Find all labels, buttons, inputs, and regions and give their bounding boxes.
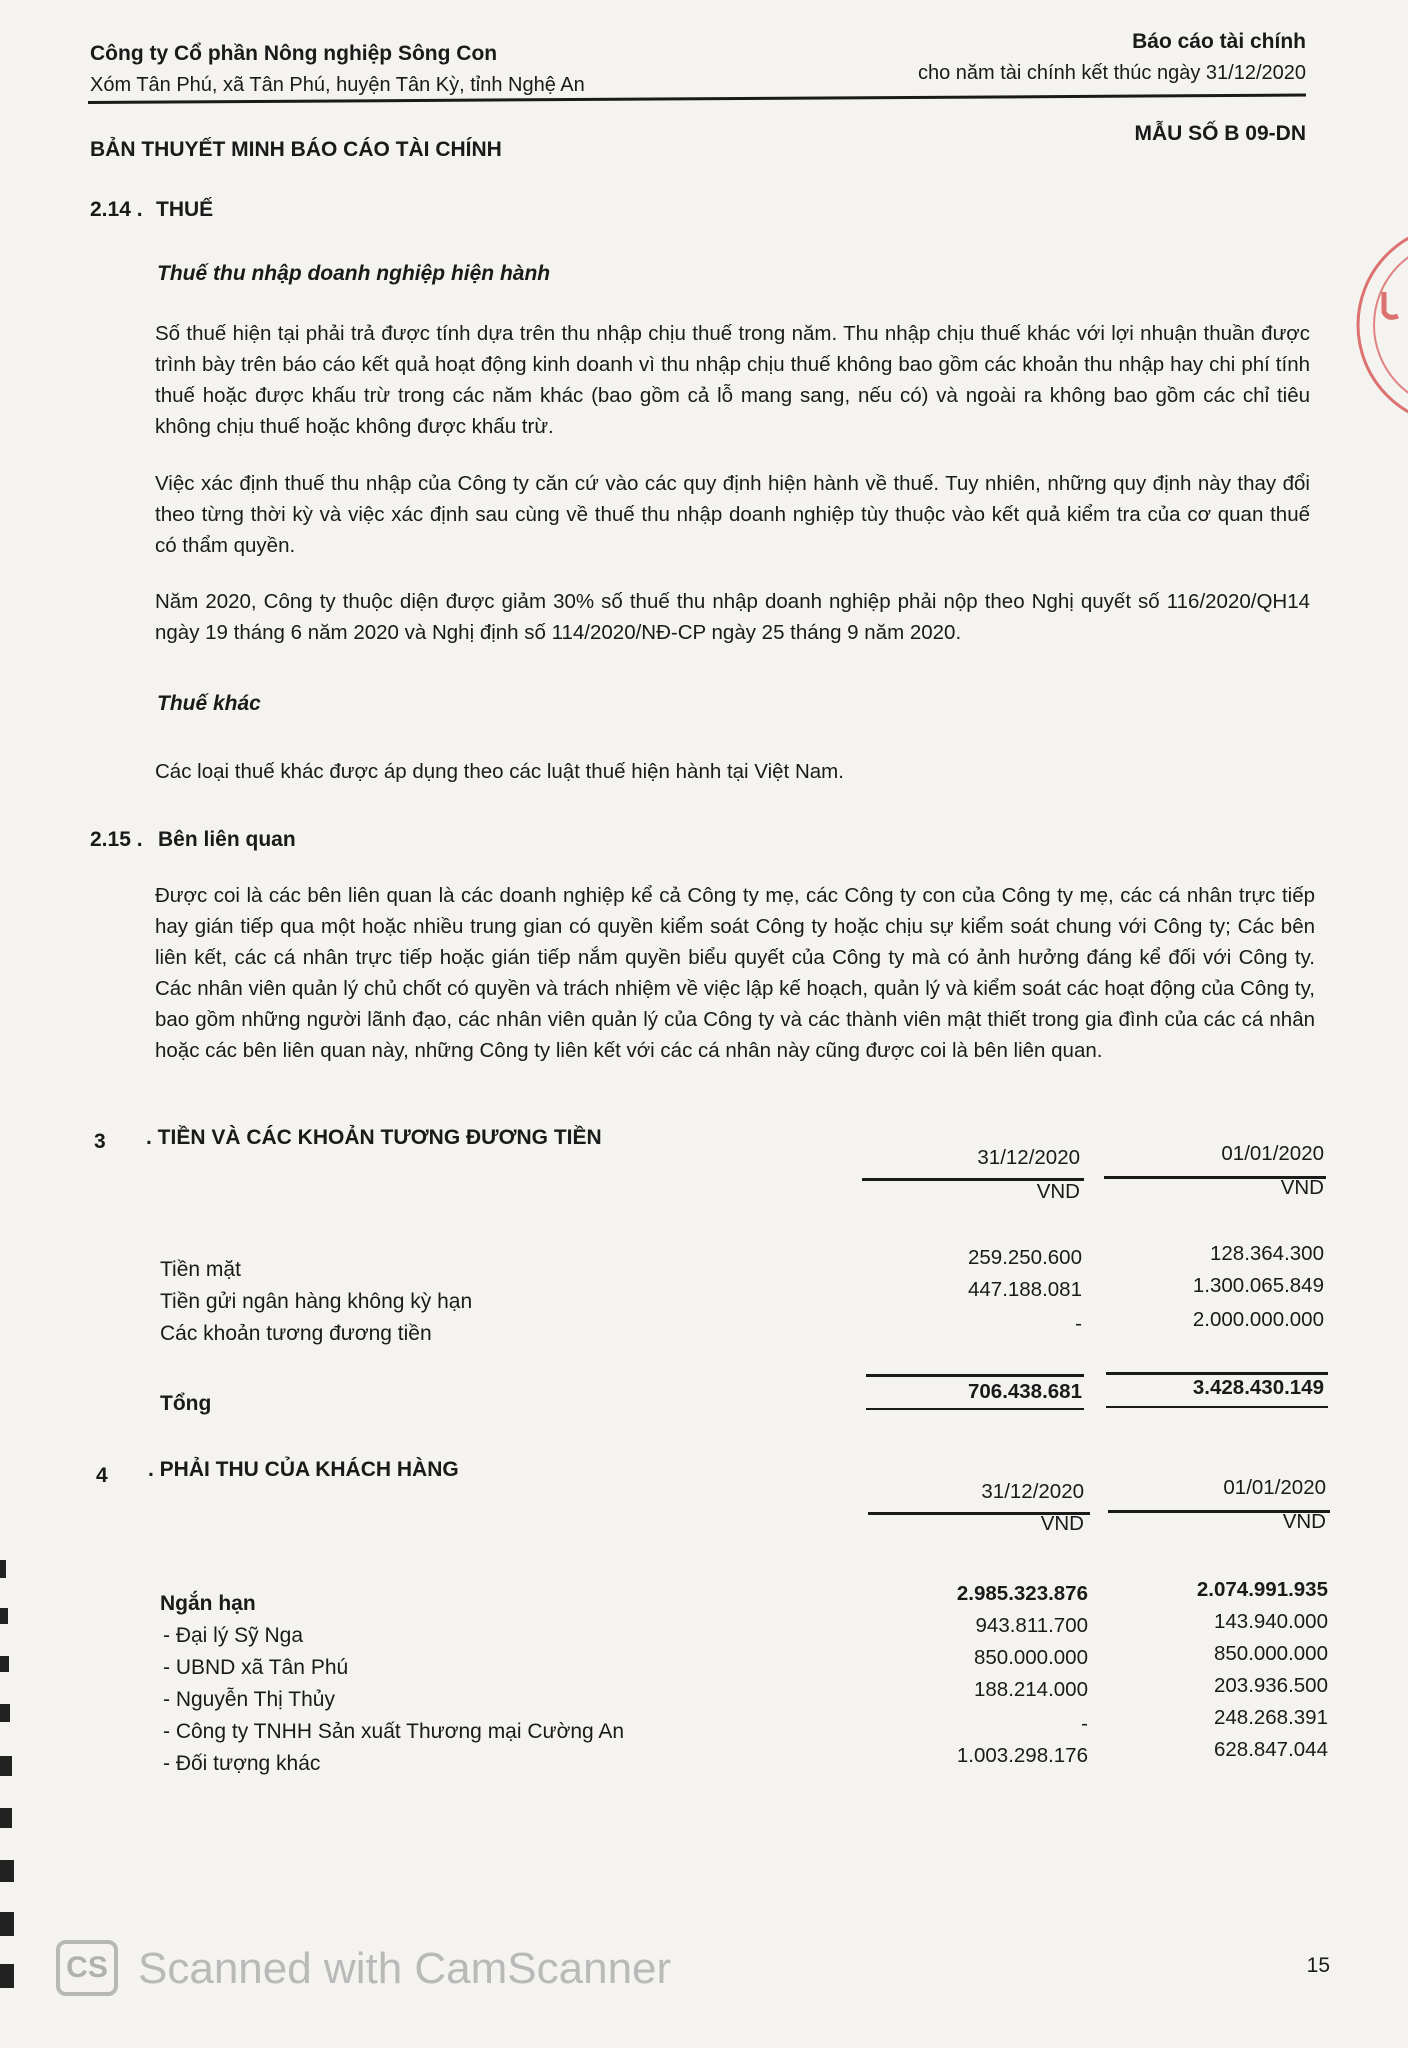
- row-value: -: [1081, 1712, 1088, 1735]
- paragraph: Số thuế hiện tại phải trả được tính dựa trên thu nhập chịu thuế trong năm. Thu nhập chịu thuế khác với lợi nhuận thuần được trình bày trên báo cáo kết quả hoạt động kinh doanh vì thu nhập chịu thuế không bao gồm các khoản thu nhập hay chi phí tính thuế hoặc được khấu trừ trong các năm khác (bao gồm cả lỗ mang sang, nếu có) và ngoài ra không bao gồm các chỉ tiêu không chịu thuế hoặc không được khấu trừ.: [155, 322, 1310, 438]
- total-label: Tổng: [160, 1392, 212, 1415]
- company-name: Công ty Cổ phần Nông nghiệp Sông Con: [90, 42, 498, 65]
- total-underline: [866, 1408, 1084, 1410]
- group-value: 2.985.323.876: [956, 1582, 1088, 1605]
- report-period: cho năm tài chính kết thúc ngày 31/12/2020: [917, 62, 1306, 84]
- column-unit: VND: [1036, 1180, 1080, 1203]
- total-value: 706.438.681: [967, 1380, 1082, 1403]
- row-label: Các khoản tương đương tiền: [160, 1322, 432, 1345]
- section-title: THUẾ: [156, 198, 214, 221]
- row-value: 2.000.000.000: [1192, 1308, 1324, 1331]
- company-address: Xóm Tân Phú, xã Tân Phú, huyện Tân Kỳ, tỉnh Nghệ An: [90, 74, 585, 96]
- row-label: - Nguyễn Thị Thủy: [163, 1688, 335, 1711]
- section-title: Bên liên quan: [158, 828, 296, 851]
- row-value: 143.940.000: [1213, 1610, 1328, 1633]
- row-value: -: [1075, 1312, 1082, 1335]
- camscanner-logo: CS: [56, 1940, 118, 1996]
- column-date: 31/12/2020: [981, 1480, 1084, 1503]
- row-value: 850.000.000: [973, 1646, 1088, 1669]
- row-label: - Đại lý Sỹ Nga: [163, 1624, 304, 1647]
- scanner-watermark: Scanned with CamScanner: [138, 1944, 672, 1993]
- column-date: 31/12/2020: [977, 1146, 1080, 1169]
- row-value: 188.214.000: [973, 1678, 1088, 1701]
- row-value: 128.364.300: [1209, 1242, 1324, 1265]
- row-value: 248.268.391: [1213, 1706, 1328, 1729]
- column-unit: VND: [1280, 1176, 1324, 1199]
- column-date: 01/01/2020: [1221, 1142, 1324, 1165]
- document-title: BẢN THUYẾT MINH BÁO CÁO TÀI CHÍNH: [90, 138, 502, 161]
- note-number: 3: [94, 1130, 106, 1153]
- report-title: Báo cáo tài chính: [1132, 30, 1306, 53]
- note-number: 4: [96, 1464, 108, 1487]
- row-value: 628.847.044: [1213, 1738, 1328, 1761]
- row-label: Tiền gửi ngân hàng không kỳ hạn: [160, 1290, 473, 1313]
- row-value: 259.250.600: [967, 1246, 1082, 1269]
- subheading: Thuế thu nhập doanh nghiệp hiện hành: [157, 262, 551, 285]
- paragraph: Việc xác định thuế thu nhập của Công ty căn cứ vào các quy định hiện hành về thuế. Tuy nhiên, những quy định này thay đổi theo từng thời kỳ và việc xác định sau cùng về thuế thu nhập doanh nghiệp tùy thuộc vào kết quả kiểm tra của cơ quan thuế có thẩm quyền.: [155, 472, 1310, 557]
- column-unit: VND: [1040, 1512, 1084, 1535]
- row-label: - UBND xã Tân Phú: [163, 1656, 349, 1679]
- paragraph: Năm 2020, Công ty thuộc diện được giảm 30% số thuế thu nhập doanh nghiệp phải nộp theo Nghị quyết số 116/2020/QH14 ngày 19 tháng 6 năm 2020 và Nghị định số 114/2020/NĐ-CP ngày 25 tháng 9 năm 2020.: [155, 590, 1310, 644]
- row-value: 203.936.500: [1213, 1674, 1328, 1697]
- paragraph: Được coi là các bên liên quan là các doanh nghiệp kể cả Công ty mẹ, các Công ty con của Công ty mẹ, các cá nhân trực tiếp hay gián tiếp qua một hoặc nhiều trung gian có quyền kiểm soát Công ty hoặc chịu sự kiểm soát chung với Công ty; Các bên liên kết, các cá nhân trực tiếp hoặc gián tiếp nắm quyền biểu quyết của Công ty mà có ảnh hưởng đáng kể đối với Công ty. Các nhân viên quản lý chủ chốt có quyền và trách nhiệm về việc lập kế hoạch, quản lý và kiểm soát các hoạt động của Công ty, bao gồm những người lãnh đạo, các nhân viên quản lý của Công ty và các thành viên mật thiết trong gia đình của các cá nhân hoặc các bên liên quan này, những Công ty liên kết với các cá nhân này cũng được coi là bên liên quan.: [155, 884, 1315, 1062]
- group-label: Ngắn hạn: [160, 1592, 256, 1615]
- row-label: Tiền mặt: [160, 1258, 241, 1281]
- row-value: 943.811.700: [975, 1614, 1088, 1637]
- row-label: - Công ty TNHH Sản xuất Thương mại Cường An: [163, 1720, 625, 1743]
- column-date: 01/01/2020: [1223, 1476, 1326, 1499]
- total-value: 3.428.430.149: [1192, 1376, 1324, 1399]
- row-value: 447.188.081: [967, 1278, 1082, 1301]
- page-number: 15: [1306, 1954, 1330, 1977]
- binding-edge: [0, 1560, 16, 2000]
- row-value: 1.300.065.849: [1192, 1274, 1324, 1297]
- subheading: Thuế khác: [157, 692, 261, 715]
- paragraph: Các loại thuế khác được áp dụng theo các luật thuế hiện hành tại Việt Nam.: [155, 760, 844, 783]
- note-title: . TIỀN VÀ CÁC KHOẢN TƯƠNG ĐƯƠNG TIỀN: [146, 1126, 602, 1149]
- total-rule: [866, 1374, 1084, 1377]
- note-title: . PHẢI THU CỦA KHÁCH HÀNG: [148, 1458, 459, 1481]
- section-number: 2.14 .: [90, 198, 143, 221]
- total-rule: [1106, 1372, 1328, 1375]
- row-label: - Đối tượng khác: [163, 1752, 321, 1775]
- row-value: 1.003.298.176: [956, 1744, 1088, 1767]
- row-value: 850.000.000: [1213, 1642, 1328, 1665]
- form-code: MẪU SỐ B 09-DN: [1134, 122, 1306, 145]
- total-underline: [1106, 1406, 1328, 1408]
- group-value: 2.074.991.935: [1196, 1578, 1328, 1601]
- company-seal-fragment: [1328, 200, 1408, 450]
- column-unit: VND: [1282, 1510, 1326, 1533]
- section-number: 2.15 .: [90, 828, 143, 851]
